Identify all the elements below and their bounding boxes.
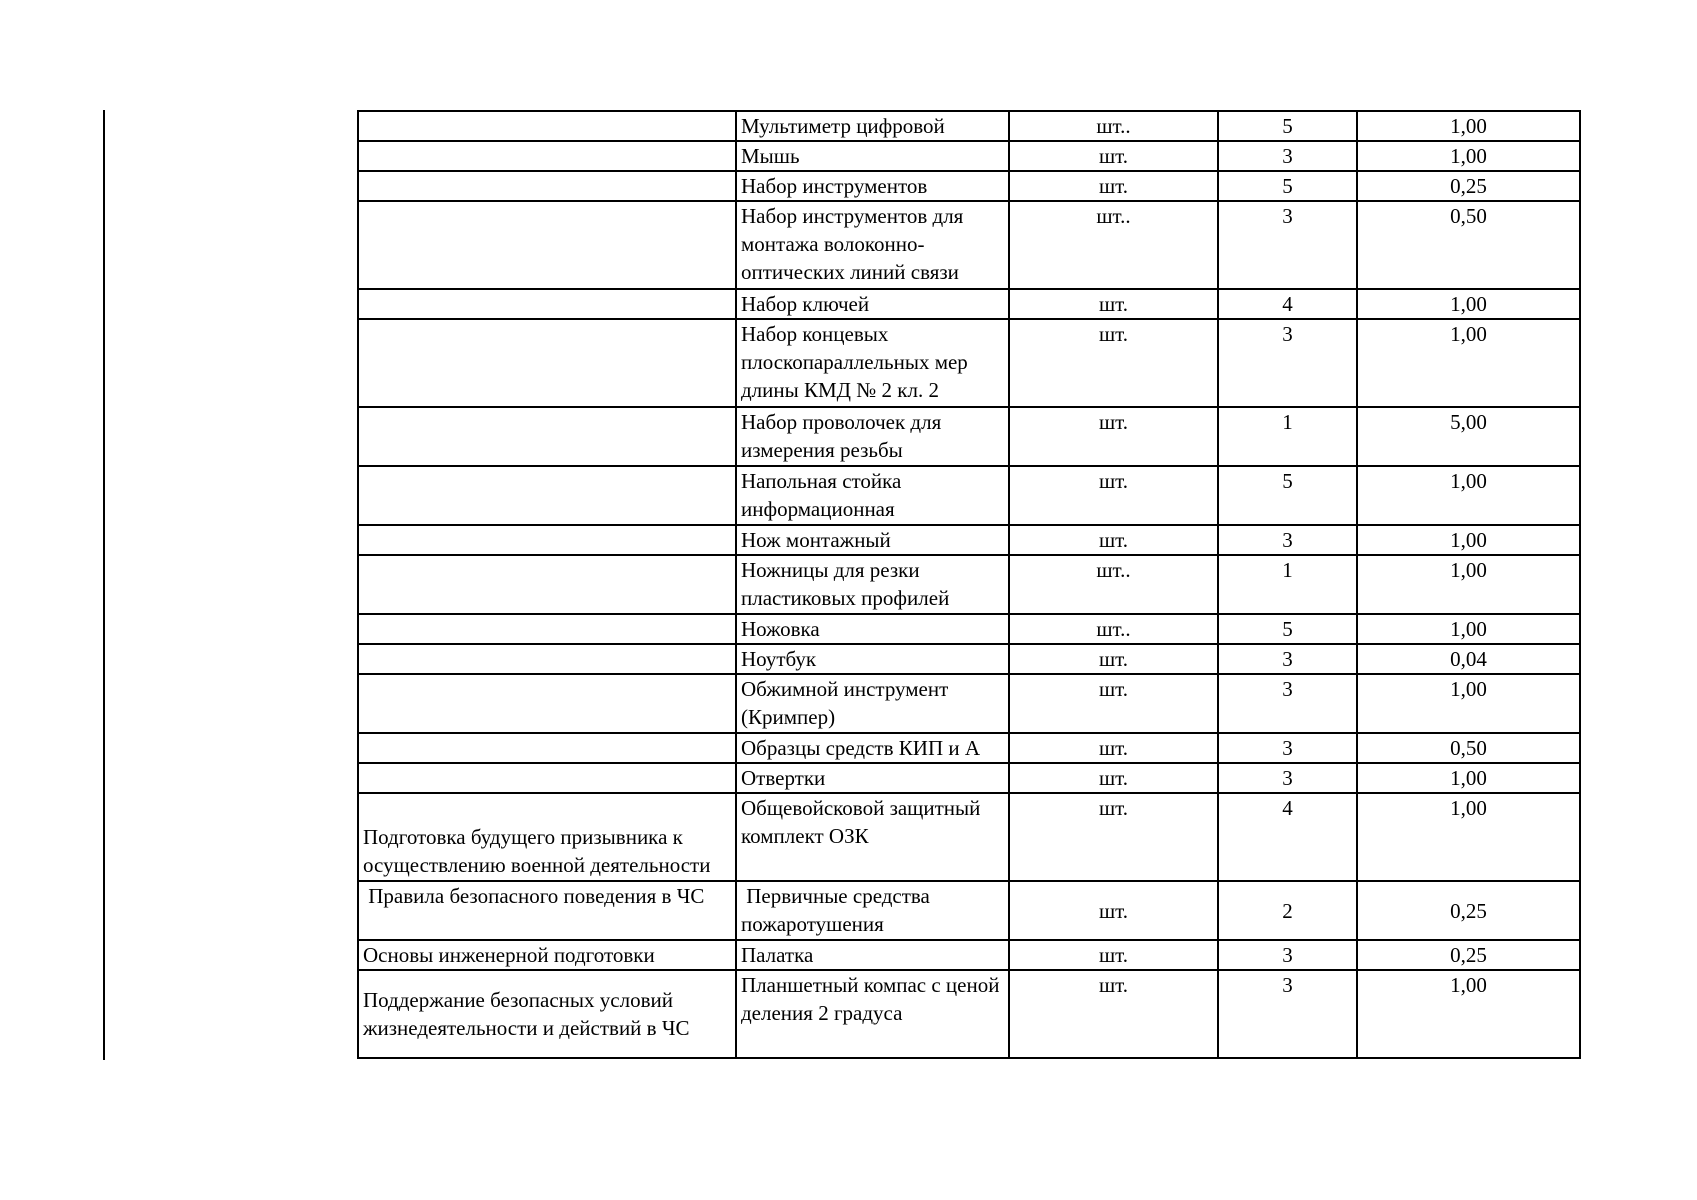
item-name-cell: Обжимной инструмент (Кримпер) [736,674,1009,733]
quantity-cell: 5 [1218,171,1357,201]
unit-cell: шт. [1009,763,1218,793]
discipline-cell [358,201,736,289]
coefficient-cell: 0,04 [1357,644,1580,674]
quantity-cell: 3 [1218,141,1357,171]
item-name-cell: Мышь [736,141,1009,171]
coefficient-cell: 0,50 [1357,201,1580,289]
quantity-cell: 1 [1218,407,1357,466]
discipline-cell [358,614,736,644]
table-row [358,881,1580,940]
quantity-cell: 3 [1218,644,1357,674]
discipline-cell: Основы инженерной подготовки [358,940,736,970]
discipline-cell [358,141,736,171]
discipline-cell [358,171,736,201]
unit-cell: шт. [1009,674,1218,733]
discipline-cell [358,525,736,555]
item-name-cell: Ножницы для резки пластиковых профилей [736,555,1009,614]
unit-cell: шт.. [1009,614,1218,644]
table-row [358,111,1580,141]
quantity-cell: 1 [1218,555,1357,614]
quantity-cell: 3 [1218,525,1357,555]
table-row [358,289,1580,319]
quantity-cell: 2 [1218,881,1357,940]
table-row [358,555,1580,614]
discipline-cell [358,644,736,674]
item-name-cell: Планшетный компас с ценой деления 2 градуса [736,970,1009,1058]
unit-cell: шт. [1009,940,1218,970]
table-row [358,141,1580,171]
coefficient-cell: 1,00 [1357,141,1580,171]
quantity-cell: 3 [1218,970,1357,1058]
table-row [358,614,1580,644]
discipline-cell [358,674,736,733]
quantity-cell: 5 [1218,466,1357,525]
unit-cell: шт. [1009,171,1218,201]
coefficient-cell: 0,25 [1357,881,1580,940]
coefficient-cell: 1,00 [1357,319,1580,407]
item-name-cell: Палатка [736,940,1009,970]
coefficient-cell: 0,50 [1357,733,1580,763]
coefficient-cell: 1,00 [1357,111,1580,141]
item-name-cell: Набор проволочек для измерения резьбы [736,407,1009,466]
discipline-cell [358,289,736,319]
discipline-cell [358,733,736,763]
equipment-table [357,110,1581,1059]
discipline-cell [358,111,736,141]
unit-cell: шт. [1009,466,1218,525]
coefficient-cell: 1,00 [1357,466,1580,525]
coefficient-cell: 1,00 [1357,525,1580,555]
coefficient-cell: 5,00 [1357,407,1580,466]
item-name-cell: Напольная стойка информационная [736,466,1009,525]
table-row [358,733,1580,763]
item-name-cell: Образцы средств КИП и А [736,733,1009,763]
table-row [358,970,1580,1058]
item-name-cell: Ноутбук [736,644,1009,674]
discipline-cell: Поддержание безопасных условий жизнедеятельности и действий в ЧС [358,970,736,1058]
unit-cell: шт. [1009,970,1218,1058]
coefficient-cell: 1,00 [1357,793,1580,881]
table-row [358,940,1580,970]
table-row [358,644,1580,674]
unit-cell: шт. [1009,525,1218,555]
discipline-cell [358,763,736,793]
coefficient-cell: 1,00 [1357,289,1580,319]
quantity-cell: 4 [1218,289,1357,319]
quantity-cell: 5 [1218,614,1357,644]
unit-cell: шт. [1009,793,1218,881]
quantity-cell: 4 [1218,793,1357,881]
quantity-cell: 3 [1218,201,1357,289]
discipline-cell: Подготовка будущего призывника к осуществлению военной деятельности [358,793,736,881]
table-row [358,793,1580,881]
discipline-cell [358,555,736,614]
item-name-cell: Мультиметр цифровой [736,111,1009,141]
unit-cell: шт. [1009,881,1218,940]
discipline-cell [358,319,736,407]
page-margin-line [103,110,105,1060]
item-name-cell: Набор инструментов для монтажа волоконно-оптических линий связи [736,201,1009,289]
unit-cell: шт. [1009,141,1218,171]
coefficient-cell: 1,00 [1357,555,1580,614]
quantity-cell: 3 [1218,763,1357,793]
table-row [358,407,1580,466]
item-name-cell: Набор концевых плоскопараллельных мер длины КМД № 2 кл. 2 [736,319,1009,407]
unit-cell: шт. [1009,319,1218,407]
table-row [358,201,1580,289]
item-name-cell: Нож монтажный [736,525,1009,555]
item-name-cell: Набор ключей [736,289,1009,319]
unit-cell: шт.. [1009,201,1218,289]
table-row [358,319,1580,407]
discipline-cell [358,407,736,466]
discipline-cell [358,466,736,525]
coefficient-cell: 0,25 [1357,171,1580,201]
unit-cell: шт.. [1009,555,1218,614]
discipline-cell: Правила безопасного поведения в ЧС [358,881,736,940]
quantity-cell: 3 [1218,733,1357,763]
quantity-cell: 3 [1218,940,1357,970]
table-row [358,466,1580,525]
coefficient-cell: 1,00 [1357,674,1580,733]
table-row [358,525,1580,555]
unit-cell: шт. [1009,644,1218,674]
table-row [358,763,1580,793]
coefficient-cell: 0,25 [1357,940,1580,970]
item-name-cell: Общевойсковой защитный комплект ОЗК [736,793,1009,881]
unit-cell: шт. [1009,289,1218,319]
coefficient-cell: 1,00 [1357,970,1580,1058]
table-row [358,171,1580,201]
unit-cell: шт. [1009,733,1218,763]
item-name-cell: Ножовка [736,614,1009,644]
item-name-cell: Отвертки [736,763,1009,793]
table-row [358,674,1580,733]
unit-cell: шт. [1009,407,1218,466]
quantity-cell: 3 [1218,319,1357,407]
quantity-cell: 3 [1218,674,1357,733]
coefficient-cell: 1,00 [1357,763,1580,793]
item-name-cell: Набор инструментов [736,171,1009,201]
quantity-cell: 5 [1218,111,1357,141]
unit-cell: шт.. [1009,111,1218,141]
item-name-cell: Первичные средства пожаротушения [736,881,1009,940]
coefficient-cell: 1,00 [1357,614,1580,644]
